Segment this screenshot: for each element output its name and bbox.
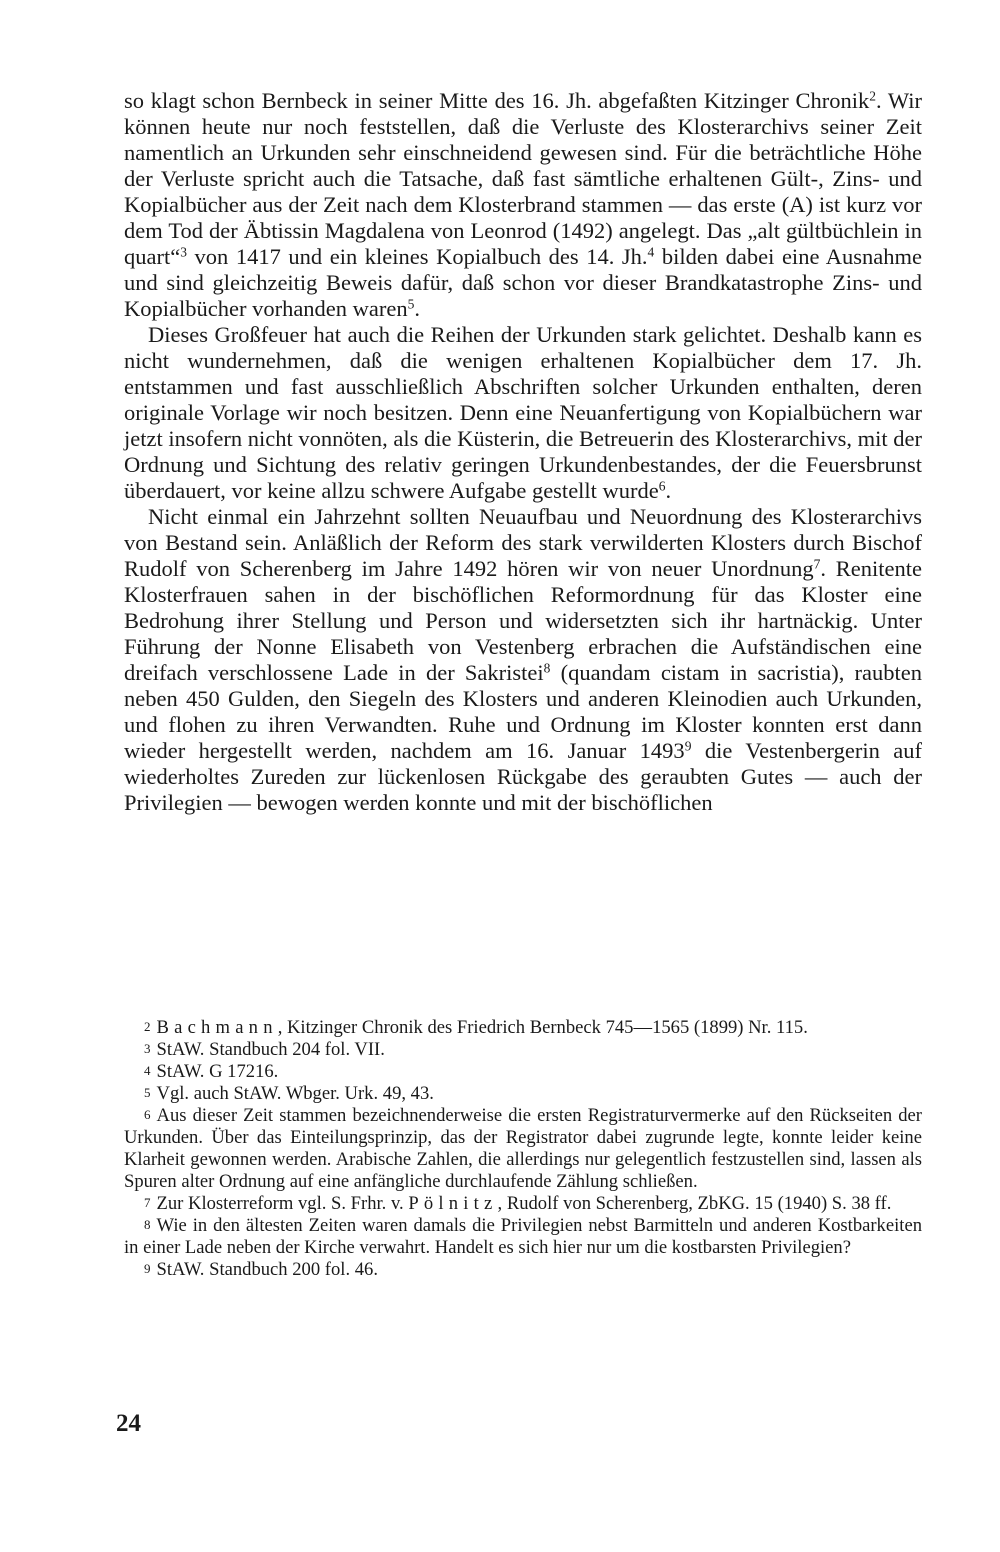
text-run: , Kitzinger Chronik des Friedrich Bernbeck 745—1565 (1899) Nr. 115.	[277, 1017, 808, 1038]
footnote-ref: 8	[144, 1217, 151, 1233]
text-run: Bachmann	[156, 1017, 278, 1038]
footnote	[124, 1083, 922, 1105]
footnote-ref: 6	[144, 1107, 151, 1123]
text-run: so klagt schon Bernbeck in seiner Mitte des 16. Jh. abgefaßten Kitzinger Chronik	[124, 88, 870, 113]
paragraph	[124, 322, 922, 504]
footnote	[124, 1259, 922, 1281]
footnote-ref: 5	[144, 1085, 151, 1101]
footnote-ref: 4	[144, 1063, 151, 1079]
text-run: .	[665, 478, 672, 503]
footnote	[124, 1193, 922, 1215]
footnote	[124, 1215, 922, 1259]
footnote-ref: 9	[684, 738, 692, 754]
footnote-ref: 6	[658, 478, 666, 494]
text-run: (quandam cistam in sacristia), raubten neben 450 Gulden, den Siegeln des Klosters und anderen Kleinodien auch Urkunden, und flohen zu ihren Verwandten. Ruhe und Ordnung im Kloster konnten erst dann wieder hergestellt werden, nachdem am 16. Januar 1493	[124, 660, 922, 763]
text-run: die Vestenbergerin auf wiederholtes Zureden zur lückenlosen Rückgabe des geraubten Gutes — auch der Privilegien — bewogen werden konnte und mit der bischöflichen	[124, 738, 922, 815]
footnotes	[124, 1017, 922, 1281]
page-number: 24	[116, 1410, 141, 1437]
footnote-ref: 7	[813, 556, 821, 572]
footnote	[124, 1017, 922, 1039]
text-run: StAW. G 17216.	[156, 1061, 279, 1082]
footnote-ref: 8	[543, 660, 551, 676]
text-run: Zur Klosterreform vgl. S. Frhr. v.	[156, 1193, 409, 1214]
text-run: Wie in den ältesten Zeiten waren damals die Privilegien nebst Barmitteln und anderen Kostbarkeiten in einer Lade neben der Kirche verwahrt. Handelt es sich hier nur um die kostbarsten Privilegien?	[124, 1215, 922, 1258]
footnote-ref: 3	[180, 244, 187, 260]
footnote-ref: 5	[407, 296, 415, 312]
footnote-ref: 3	[144, 1041, 151, 1057]
footnote	[124, 1105, 922, 1193]
text-run: . Wir können heute nur noch feststellen, daß die Verluste des Klosterarchivs seiner Zeit namentlich an Urkunden sehr einschneidend gewesen sind. Für die beträchtliche Höhe der Verluste spricht auch die Tatsache, daß fast sämtliche erhaltenen Gült-, Zins- und Kopialbücher aus der Zeit nach dem Klosterbrand stammen — das erste (A) ist kurz vor dem Tod der Äbtissin Magdalena von Leonrod (1492) angelegt. Das „alt gültbüchlein in quart“	[124, 88, 922, 269]
main-text	[124, 88, 922, 816]
footnote	[124, 1039, 922, 1061]
text-run: .	[414, 296, 421, 321]
text-run: . Renitente Klosterfrauen sahen in der bischöflichen Reformordnung für das Kloster eine Bedrohung ihrer Stellung und Person und widersetzten sich ihr hartnäckig. Unter Führung der Nonne Elisabeth von Vestenberg erbrachen die Aufständischen eine dreifach verschlossene Lade in der Sakristei	[124, 556, 922, 685]
footnote-ref: 2	[144, 1019, 151, 1035]
text-run: Vgl. auch StAW. Wbger. Urk. 49, 43.	[156, 1083, 434, 1104]
footnote-ref: 9	[144, 1261, 151, 1277]
paragraph	[124, 504, 922, 816]
footnote-ref: 7	[144, 1195, 151, 1211]
text-run: Aus dieser Zeit stammen bezeichnenderweise die ersten Registraturvermerke auf den Rückseiten der Urkunden. Über das Einteilungsprinzip, das der Registrator dabei zugrunde legte, konnte leider keine Klarheit gewonnen werden. Arabische Zahlen, die allerdings nur gelegentlich festzustellen sind, lassen als Spuren alter Ordnung auf eine anfängliche durchlaufende Zählung schließen.	[124, 1105, 922, 1192]
footnote	[124, 1061, 922, 1083]
text-run: Pölnitz	[408, 1193, 498, 1214]
text-run: Nicht einmal ein Jahrzehnt sollten Neuaufbau und Neuordnung des Klosterarchivs von Bestand sein. Anläßlich der Reform des stark verwilderten Klosters durch Bischof Rudolf von Scherenberg im Jahre 1492 hören wir von neuer Unordnung	[124, 504, 922, 581]
text-run: von 1417 und ein kleines Kopialbuch des 14. Jh.	[186, 244, 648, 269]
footnote-ref: 4	[647, 244, 655, 260]
paragraph	[124, 88, 922, 322]
footnote-ref: 2	[869, 88, 876, 104]
text-run: , Rudolf von Scherenberg, ZbKG. 15 (1940) S. 38 ff.	[497, 1193, 892, 1214]
text-run: Dieses Großfeuer hat auch die Reihen der Urkunden stark gelichtet. Deshalb kann es nicht wundernehmen, daß die wenigen erhaltenen Kopialbücher dem 17. Jh. entstammen und fast ausschließlich Abschriften solcher Urkunden enthalten, deren originale Vorlage wir noch besitzen. Denn eine Neuanfertigung von Kopialbüchern war jetzt insofern nicht vonnöten, als die Küsterin, die Betreuerin des Klosterarchivs, mit der Ordnung und Sichtung des relativ geringen Urkundenbestandes, der die Feuersbrunst überdauert, vor keine allzu schwere Aufgabe gestellt wurde	[124, 322, 922, 503]
text-run: bilden dabei eine Ausnahme und sind gleichzeitig Beweis dafür, daß schon vor dieser Brandkatastrophe Zins- und Kopialbücher vorhanden waren	[124, 244, 922, 321]
text-run: StAW. Standbuch 200 fol. 46.	[156, 1259, 378, 1280]
text-run: StAW. Standbuch 204 fol. VII.	[156, 1039, 385, 1060]
